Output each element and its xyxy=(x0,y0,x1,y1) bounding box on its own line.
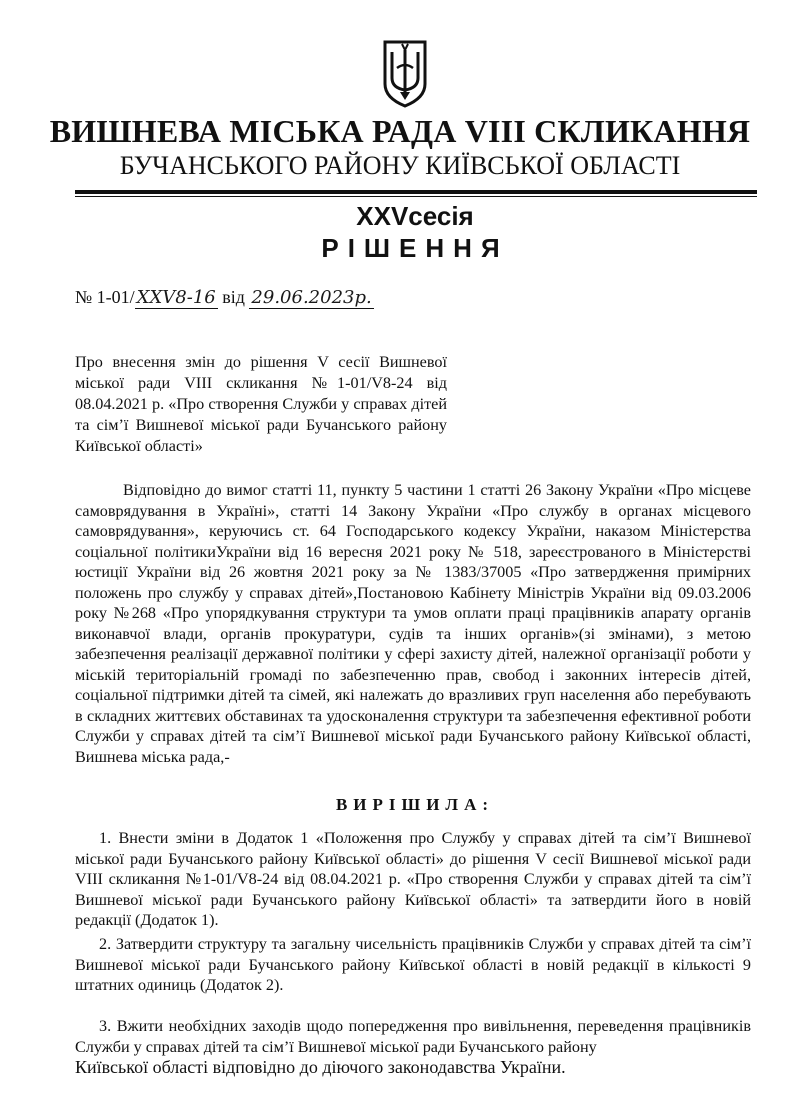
trident-emblem-icon xyxy=(382,38,428,108)
item-3-text: 3. Вжити необхідних заходів щодо попередження про вивільнення, переведення працівників Служби у справах дітей та сім’ї Вишневої міської ради Бучанського району xyxy=(75,1017,751,1056)
resolution-item-3 xyxy=(75,1016,751,1078)
district-subtitle: БУЧАНСЬКОГО РАЙОНУ КИЇВСЬКОЇ ОБЛАСТІ xyxy=(119,151,681,180)
resolved-heading: ВИРІШИЛА: xyxy=(335,795,495,814)
decision-number-line xyxy=(75,284,374,311)
item-1-text: 1. Внести зміни в Додаток 1 «Положення про Службу у справах дітей та сім’ї Вишневої міської ради Бучанського району Київської області» до рішення V сесії Вишневої міської ради VIII скликання №1-01/V8-24 від 08.04.2021 р. «Про створення Служби у справах дітей та сім’ї Вишневої міської ради Бучанського району Київської області» та затвердити його в новій редакції (Додаток 1). xyxy=(75,829,751,929)
decision-subject: Про внесення змін до рішення V сесії Вишневої міської ради VIII скликання №1-01/V8-24 від 08.04.2021 р. «Про створення Служби у справах дітей та сім’ї Вишневої міської ради Бучанського району Київської області» xyxy=(75,353,447,455)
handwritten-number: XXV8-16 xyxy=(136,287,216,308)
handwritten-date: 29.06.2023р. xyxy=(251,287,372,308)
header-divider-thin xyxy=(75,196,757,197)
preamble-paragraph: Відповідно до вимог статті 11, пункту 5 частини 1 статті 26 Закону України «Про місцеве самоврядування в Україні», статті 14 Закону України «Про службу в органах місцевого самоврядування», керуючись ст. 64 Господарського кодексу України, наказом Міністерства соціальної політикиУкраїни від 16 вересня 2021 року № 518, зареєстрованого в Міністерстві юстиції України від 26 жовтня 2021 року за № 1383/37005 «Про затвердження примірних положень про службу у справах дітей»,Постановою Кабінету Міністрів України від 09.03.2006 року №268 «Про упорядкування структури та умов оплати праці працівників апарату органів виконавчої влади, органів прокуратури, судів та інших органів»(зі змінами), з метою забезпечення реалізації державної політики у сфері захисту дітей, належної організації роботи у міській територіальній громаді по забезпеченню прав, свобод і законних інтересів дітей, соціальної підтримки дітей та сімей, які належать до вразливих груп населення або перебувають в складних життєвих обставинах та удосконалення структури та забезпечення ефективної роботи Служби у справах дітей та сім’ї Вишневої міської ради Бучанського району Київської області, Вишнева міська рада,- xyxy=(75,481,751,766)
date-label: від xyxy=(222,287,245,307)
council-title: ВИШНЕВА МІСЬКА РАДА VIII СКЛИКАННЯ xyxy=(49,113,751,149)
number-prefix: № 1-01/ xyxy=(75,287,135,307)
decision-heading: РІШЕННЯ xyxy=(321,233,509,263)
resolution-item-2 xyxy=(75,934,751,996)
resolution-item-1 xyxy=(75,828,751,931)
header-divider xyxy=(75,190,757,194)
item-2-text: 2. Затвердити структуру та загальну чисельність працівників Служби у справах дітей та сім’ї Вишневої міської ради Бучанського району Київської області в новій редакції в кількості 9 штатних одиниць (Додаток 2). xyxy=(75,935,751,994)
item-3-last-line: Київської області відповідно до діючого законодавства України. xyxy=(75,1057,566,1077)
preamble-block xyxy=(75,480,751,767)
session-label: XXVсесія xyxy=(356,201,474,231)
